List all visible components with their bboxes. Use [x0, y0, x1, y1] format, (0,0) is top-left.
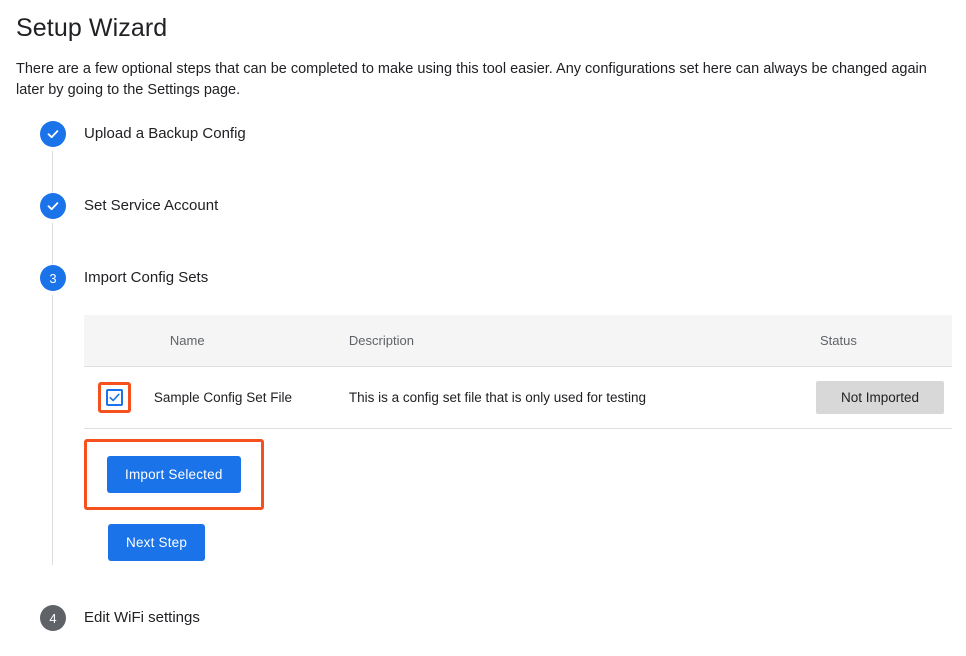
step-2-marker: [40, 193, 66, 219]
wizard-stepper: [40, 121, 950, 635]
step-3-label: Import Config Sets: [84, 269, 209, 287]
table-body: [84, 367, 952, 429]
step-1-label: Upload a Backup Config: [84, 125, 246, 143]
step-3-marker: 3: [40, 265, 66, 291]
import-selected-row: [84, 439, 952, 510]
column-header-select: [84, 315, 146, 367]
table-header: [84, 315, 952, 367]
step-2-label: Set Service Account: [84, 197, 219, 215]
column-header-name: Name: [146, 315, 341, 367]
page-intro-text: There are a few optional steps that can be completed to make using this tool easier. Any configurations set here can always be changed again later by going to the Settings page.: [16, 61, 927, 99]
check-icon: [46, 127, 60, 141]
import-selected-button[interactable]: Import Selected: [107, 456, 241, 493]
step-4-marker: 4: [40, 605, 66, 631]
next-step-row: [84, 524, 952, 561]
row-description: This is a config set file that is only used for testing: [341, 367, 808, 429]
step-2-connector: [52, 223, 53, 269]
table-header-row: [84, 315, 952, 367]
checkbox-highlight-annotation: [98, 382, 131, 413]
step-4-label: Edit WiFi settings: [84, 609, 200, 627]
step-3-connector: [52, 295, 53, 565]
column-header-description: Description: [341, 315, 808, 367]
row-status-cell: [808, 367, 952, 429]
next-step-button[interactable]: Next Step: [108, 524, 205, 561]
row-checkbox[interactable]: [106, 389, 123, 406]
step-1-connector: [52, 151, 53, 197]
config-sets-table: [84, 315, 952, 429]
config-sets-table-container: [84, 315, 952, 561]
step-2-body: [84, 219, 950, 265]
table-row: [84, 367, 952, 429]
step-1-body: [84, 147, 950, 193]
checkbox-check-icon: [108, 391, 121, 404]
check-icon: [46, 199, 60, 213]
row-select-cell: [84, 367, 146, 429]
step-edit-wifi-settings[interactable]: [40, 605, 950, 635]
step-set-service-account[interactable]: [40, 193, 950, 265]
row-name: Sample Config Set File: [146, 367, 341, 429]
step-upload-backup-config[interactable]: [40, 121, 950, 193]
import-button-highlight-annotation: [84, 439, 264, 510]
column-header-status: Status: [808, 315, 952, 367]
step-1-marker: [40, 121, 66, 147]
page-title: Setup Wizard: [16, 14, 168, 42]
step-import-config-sets[interactable]: [40, 265, 950, 561]
status-badge: Not Imported: [816, 381, 944, 414]
